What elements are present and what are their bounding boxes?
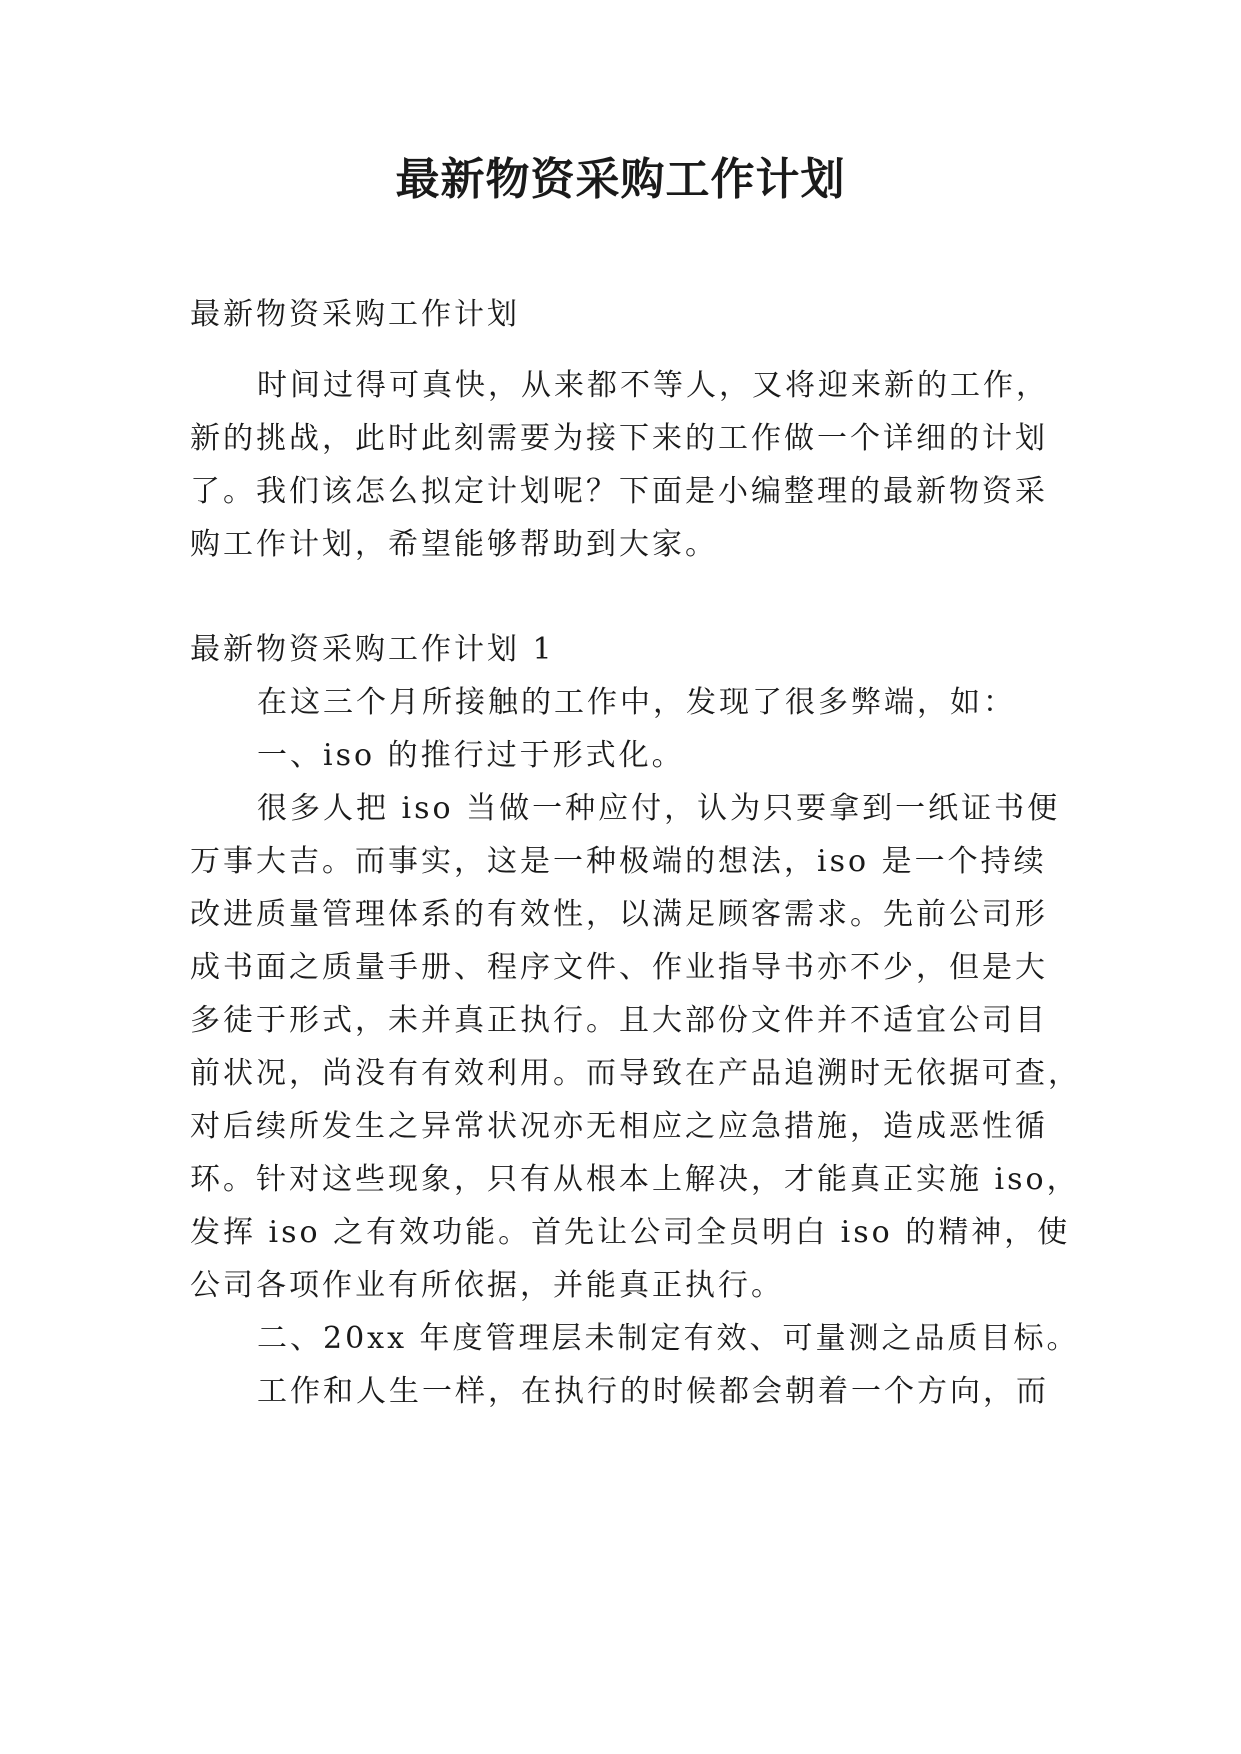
paragraph-line: 了。我们该怎么拟定计划呢？下面是小编整理的最新物资采 (190, 474, 1048, 509)
paragraph-line: 万事大吉。而事实，这是一种极端的想法，iso 是一个持续 (190, 844, 1047, 879)
paragraph-line: 购工作计划，希望能够帮助到大家。 (190, 527, 718, 562)
paragraph-line: 环。针对这些现象，只有从根本上解决，才能真正实施 iso， (190, 1162, 1080, 1197)
document-title: 最新物资采购工作计划 (395, 154, 846, 205)
paragraph-line: 很多人把 iso 当做一种应付，认为只要拿到一纸证书便 (257, 791, 1061, 826)
paragraph-line: 时间过得可真快，从来都不等人，又将迎来新的工作， (257, 368, 1049, 403)
paragraph-line: 改进质量管理体系的有效性，以满足顾客需求。先前公司形 (190, 897, 1048, 932)
paragraph-line: 多徒于形式，未并真正执行。且大部份文件并不适宜公司目 (190, 1003, 1048, 1038)
paragraph-line: 成书面之质量手册、程序文件、作业指导书亦不少，但是大 (190, 950, 1048, 985)
section-heading: 最新物资采购工作计划 (190, 297, 520, 332)
paragraph-line: 前状况，尚没有有效利用。而导致在产品追溯时无依据可查， (190, 1056, 1081, 1091)
list-heading: 二、20xx 年度管理层未制定有效、可量测之品质目标。 (257, 1321, 1080, 1356)
paragraph-line: 工作和人生一样，在执行的时候都会朝着一个方向，而 (257, 1374, 1049, 1409)
paragraph-line: 公司各项作业有所依据，并能真正执行。 (190, 1268, 784, 1303)
list-heading: 一、iso 的推行过于形式化。 (257, 738, 685, 773)
paragraph-line: 在这三个月所接触的工作中，发现了很多弊端，如： (257, 685, 1016, 720)
paragraph-line: 对后续所发生之异常状况亦无相应之应急措施，造成恶性循 (190, 1109, 1048, 1144)
paragraph-line: 发挥 iso 之有效功能。首先让公司全员明白 iso 的精神，使 (190, 1215, 1071, 1250)
section-heading: 最新物资采购工作计划 1 (190, 632, 555, 667)
paragraph-line: 新的挑战，此时此刻需要为接下来的工作做一个详细的计划 (190, 421, 1048, 456)
